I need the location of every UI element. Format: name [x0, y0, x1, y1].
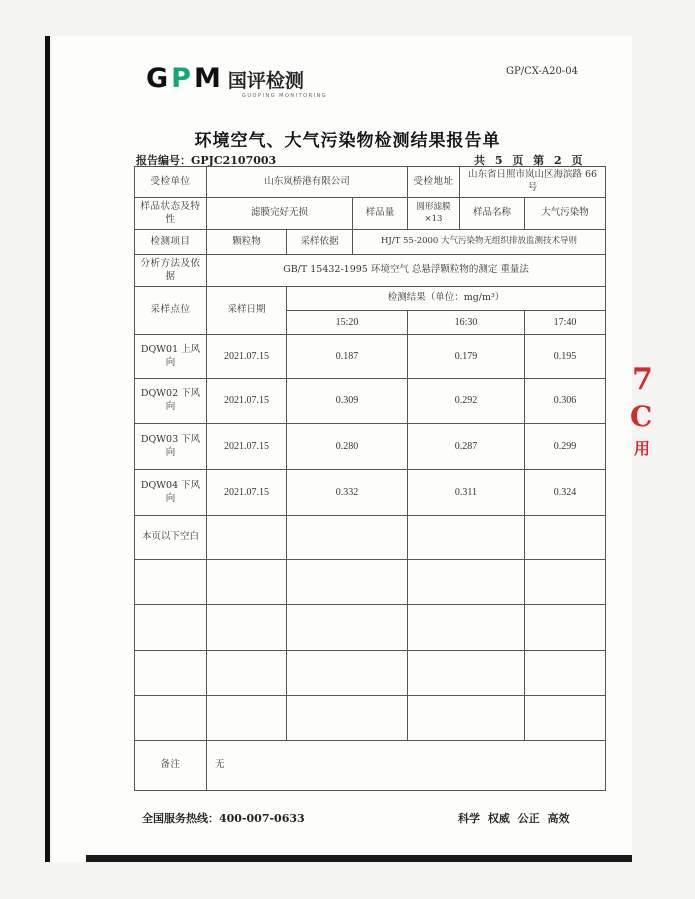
blank-note: 本页以下空白 — [135, 516, 207, 560]
date-cell: 2021.07.15 — [207, 379, 287, 424]
logo-subtitle: GUOPING MONITORING — [242, 93, 328, 99]
value-cell: 0.311 — [408, 470, 525, 516]
date-cell: 2021.07.15 — [207, 424, 287, 470]
date-cell: 2021.07.15 — [207, 470, 287, 516]
info-row-item — [135, 230, 606, 255]
value-cell: 0.324 — [525, 470, 606, 516]
empty-row — [135, 605, 606, 651]
info-row-method — [135, 255, 606, 287]
remarks-label: 备注 — [135, 741, 207, 791]
stamp-glyph-3: 用 — [634, 439, 651, 458]
value-cell: 0.309 — [287, 379, 408, 424]
value-cell: 0.280 — [287, 424, 408, 470]
address-value: 山东省日照市岚山区海滨路 66 号 — [460, 167, 606, 198]
results-table — [134, 166, 606, 791]
company-slogan: 科学 权威 公正 高效 — [458, 812, 570, 825]
item-label: 检测项目 — [135, 230, 207, 255]
logo-letter-m: M — [193, 63, 224, 94]
value-cell: 0.179 — [408, 335, 525, 379]
sample-qty-label: 样品量 — [353, 198, 408, 230]
date-header: 采样日期 — [207, 287, 287, 335]
item-value: 颗粒物 — [207, 230, 287, 255]
value-cell: 0.292 — [408, 379, 525, 424]
stamp-glyph-1: 7 — [632, 362, 653, 397]
table-row — [135, 470, 606, 516]
client-label: 受检单位 — [135, 167, 207, 198]
time-2: 16:30 — [408, 311, 525, 335]
value-cell: 0.187 — [287, 335, 408, 379]
empty-row — [135, 560, 606, 605]
point-cell: DQW02 下风向 — [135, 379, 207, 424]
time-3: 17:40 — [525, 311, 606, 335]
basis-value: HJ/T 55-2000 大气污染物无组织排放监测技术导则 — [353, 230, 606, 255]
table-row — [135, 379, 606, 424]
method-label: 分析方法及依据 — [135, 255, 207, 287]
result-header: 检测结果（单位：mg/m³） — [287, 287, 606, 311]
empty-row — [135, 651, 606, 696]
value-cell: 0.332 — [287, 470, 408, 516]
remarks-row — [135, 741, 606, 791]
logo-letter-p: P — [171, 63, 194, 94]
sample-qty-value: 圆形滤膜×13 — [408, 198, 460, 230]
logo-letter-g: G — [146, 63, 172, 94]
logo-cn-name: 国评检测 — [227, 70, 304, 92]
value-cell: 0.287 — [408, 424, 525, 470]
company-logo — [146, 63, 328, 99]
empty-row — [135, 696, 606, 741]
red-stamp-fragment — [620, 350, 695, 480]
value-cell: 0.195 — [525, 335, 606, 379]
point-cell: DQW03 下风向 — [135, 424, 207, 470]
sample-name-value: 大气污染物 — [525, 198, 606, 230]
client-value: 山东岚桥港有限公司 — [207, 167, 408, 198]
point-cell: DQW01 上风向 — [135, 335, 207, 379]
sample-name-label: 样品名称 — [460, 198, 525, 230]
sample-state-label: 样品状态及特性 — [135, 198, 207, 230]
table-row — [135, 516, 606, 560]
basis-label: 采样依据 — [287, 230, 353, 255]
report-number: 报告编号：GPJC2107003 — [136, 154, 277, 167]
time-1: 15:20 — [287, 311, 408, 335]
point-cell: DQW04 下风向 — [135, 470, 207, 516]
date-cell: 2021.07.15 — [207, 335, 287, 379]
document-code: GP/CX-A20-04 — [506, 66, 578, 77]
table-row — [135, 424, 606, 470]
table-row — [135, 335, 606, 379]
stamp-glyph-2: C — [630, 400, 653, 433]
point-header: 采样点位 — [135, 287, 207, 335]
report-title: 环境空气、大气污染物检测结果报告单 — [194, 131, 501, 151]
info-row-client — [135, 167, 606, 198]
results-header-row — [135, 287, 606, 311]
remarks-value: 无 — [207, 741, 606, 791]
page-bottom-edge — [86, 855, 632, 862]
service-hotline: 全国服务热线：400-007-0633 — [142, 812, 305, 825]
page-count: 共 5 页 第 2 页 — [474, 154, 583, 167]
method-value: GB/T 15432-1995 环境空气 总悬浮颗粒物的测定 重量法 — [207, 255, 606, 287]
value-cell: 0.306 — [525, 379, 606, 424]
value-cell: 0.299 — [525, 424, 606, 470]
sample-state-value: 滤膜完好无损 — [207, 198, 353, 230]
address-label: 受检地址 — [408, 167, 460, 198]
info-row-sample — [135, 198, 606, 230]
binding-edge — [45, 36, 50, 862]
